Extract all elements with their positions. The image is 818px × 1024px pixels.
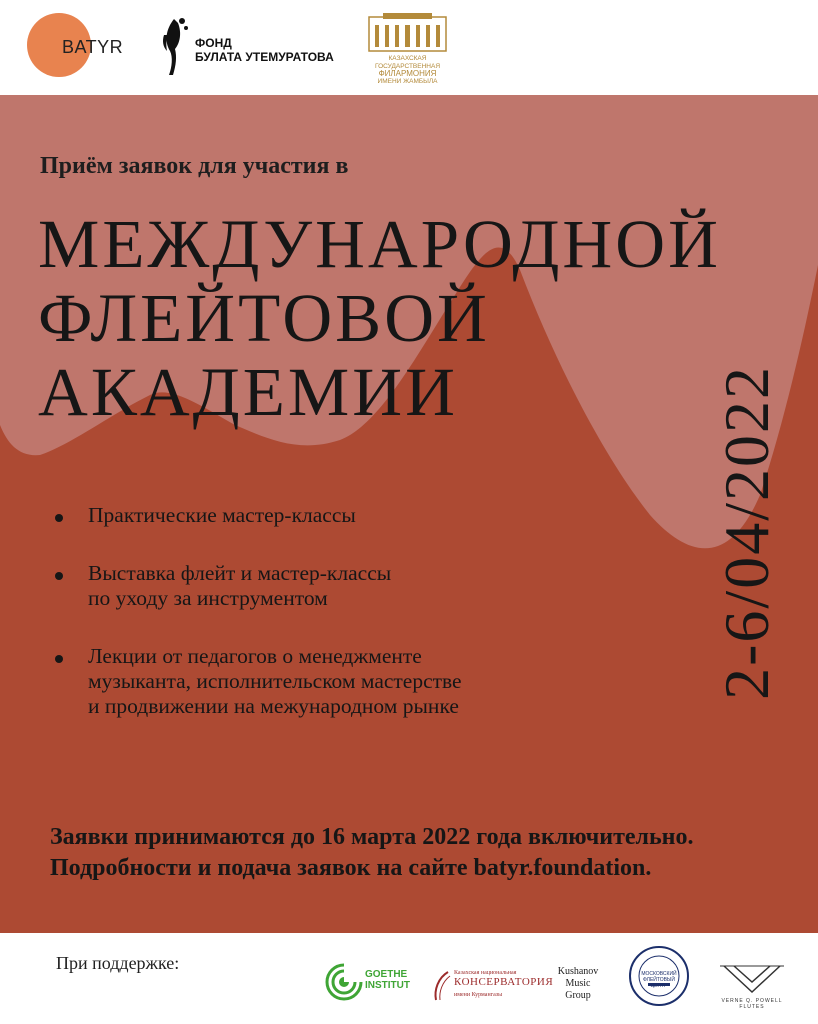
title-line-3: АКАДЕМИИ: [38, 354, 458, 430]
moscow-flute-center-logo: [628, 945, 690, 1007]
fund-flame-icon: [160, 15, 190, 77]
bullet-icon: [55, 572, 63, 580]
philharmonic-logo: [365, 13, 450, 85]
verne-powell-text: VERNE Q. POWELL FLUTES: [721, 998, 783, 1010]
fund-logo-line2: БУЛАТА УТЕМУРАТОВА: [195, 50, 334, 64]
bullet-icon: [55, 514, 63, 522]
list-item: [55, 644, 615, 719]
goethe-line2: INSTITUT: [365, 980, 410, 991]
application-website: Подробности и подача заявок на сайте batyr.foundation.: [50, 855, 652, 881]
conservatory-line3: имени Курмангазы: [454, 992, 503, 998]
goethe-line1: GOETHE: [365, 969, 408, 980]
moscow-flute-center-text: МОСКОВСКИЙ ФЛЕЙТОВЫЙ ЦЕНТР: [641, 971, 677, 989]
title-line-1: МЕЖДУНАРОДНОЙ: [38, 206, 721, 282]
philharmonic-line2: ФИЛАРМОНИЯ: [378, 69, 437, 78]
philharmonic-building-icon: [365, 13, 450, 53]
title-line-2: ФЛЕЙТОВОЙ: [38, 280, 490, 356]
application-deadline: Заявки принимаются до 16 марта 2022 года включительно.: [50, 824, 694, 850]
list-item-line: по уходу за инструментом: [88, 586, 328, 610]
verne-powell-emblem-icon: [716, 960, 788, 996]
poster-main: [0, 95, 818, 933]
application-info: [50, 822, 694, 884]
list-item-line: музыканта, исполнительском мастерстве: [88, 669, 462, 693]
academy-title: [38, 207, 721, 429]
features-list: [55, 503, 615, 752]
header-logos: [0, 0, 818, 95]
list-item-line: Лекции от педагогов о менеджменте: [88, 644, 422, 668]
support-label: При поддержке:: [56, 953, 180, 973]
list-item-line: Практические мастер-классы: [88, 503, 356, 527]
list-item: [55, 503, 615, 528]
list-item-line: и продвижении на межународном рынке: [88, 694, 459, 718]
goethe-swirl-icon: [325, 963, 363, 1001]
list-item-line: Выставка флейт и мастер-классы: [88, 561, 392, 585]
verne-powell-logo: [716, 960, 788, 1010]
intro-text: Приём заявок для участия в: [40, 153, 349, 179]
list-item: [55, 561, 615, 611]
kushanov-line: Kushanov: [557, 966, 599, 977]
philharmonic-line1: КАЗАХСКАЯ ГОСУДАРСТВЕННАЯ: [374, 55, 441, 70]
fund-logo: [160, 15, 350, 77]
batyr-logo-text: BATYR: [62, 37, 124, 57]
kushanov-logo: [553, 966, 603, 1002]
event-date: 2-6/04/2022: [711, 365, 782, 700]
goethe-logo: [325, 963, 415, 1003]
conservatory-instrument-icon: [432, 970, 452, 1002]
kushanov-line: Group: [565, 990, 591, 1001]
support-section: [0, 933, 818, 1024]
conservatory-line2: КОНСЕРВАТОРИЯ: [454, 976, 554, 988]
conservatory-logo: [432, 970, 554, 1004]
bullet-icon: [55, 655, 63, 663]
philharmonic-line3: ИМЕНИ ЖАМБЫЛА: [377, 77, 438, 85]
conservatory-line1: Казахская национальная: [454, 970, 517, 976]
batyr-logo: [27, 13, 124, 77]
kushanov-line: Music: [565, 978, 591, 989]
fund-logo-line1: ФОНД: [195, 36, 232, 50]
